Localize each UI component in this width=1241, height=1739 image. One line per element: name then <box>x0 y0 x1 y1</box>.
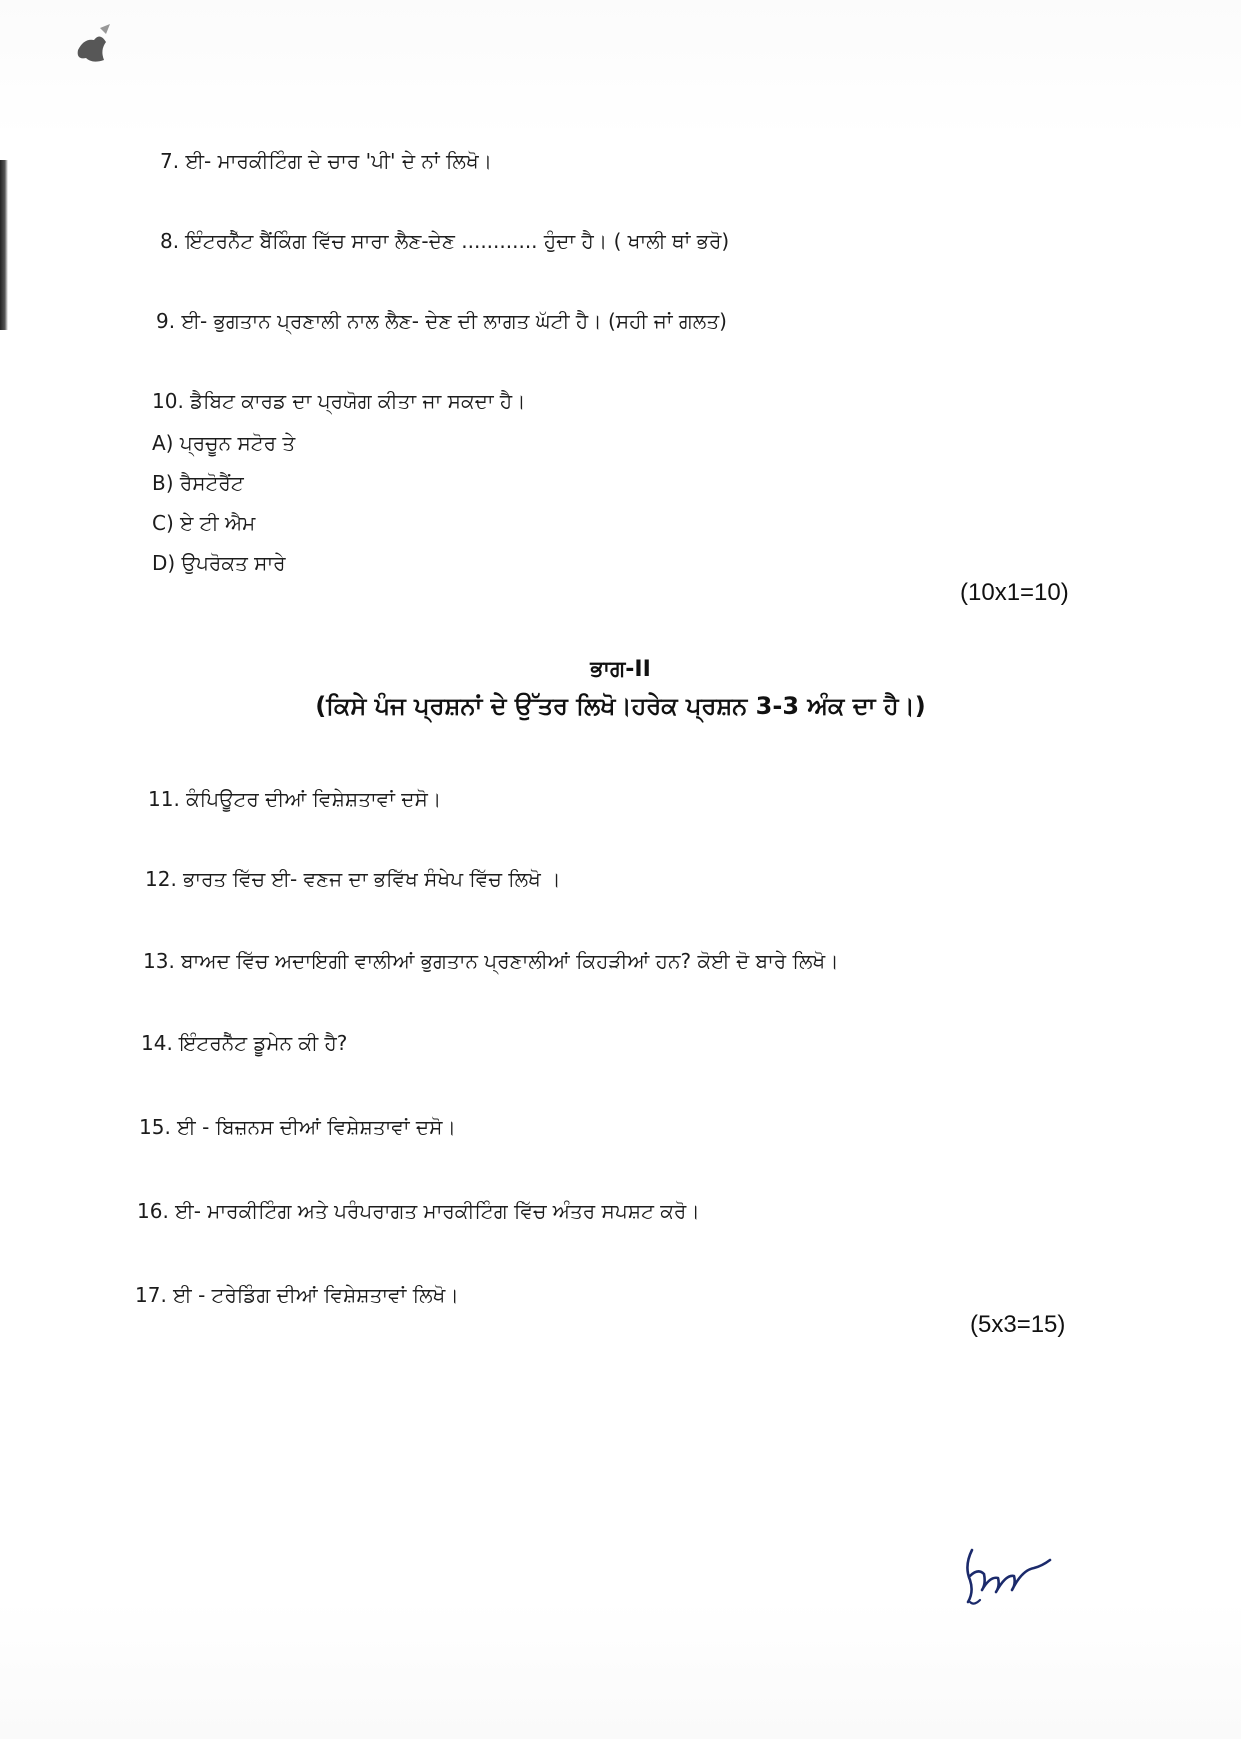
question-9: 9. ਈ- ਭੁਗਤਾਨ ਪ੍ਰਣਾਲੀ ਨਾਲ ਲੈਣ- ਦੇਣ ਦੀ ਲਾਗਤ ਘੱਟੀ ਹੈ। (ਸਹੀ ਜਾਂ ਗਲਤ) <box>156 309 727 333</box>
question-7: 7. ਈ- ਮਾਰਕੀਟਿੰਗ ਦੇ ਚਾਰ 'ਪੀ' ਦੇ ਨਾਂ ਲਿਖੋ। <box>160 149 493 173</box>
question-10-option-b: B) ਰੈਸਟੋਰੈਂਟ <box>152 471 244 495</box>
question-16: 16. ਈ- ਮਾਰਕੀਟਿੰਗ ਅਤੇ ਪਰੰਪਰਾਗਤ ਮਾਰਕੀਟਿੰਗ ਵਿੱਚ ਅੰਤਰ ਸਪਸ਼ਟ ਕਰੋ। <box>137 1199 700 1223</box>
torn-corner-mark <box>70 20 120 80</box>
question-12: 12. ਭਾਰਤ ਵਿੱਚ ਈ- ਵਣਜ ਦਾ ਭਵਿੱਖ ਸੰਖੇਪ ਵਿੱਚ ਲਿਖੋ । <box>145 867 561 891</box>
question-10: 10. ਡੈਬਿਟ ਕਾਰਡ ਦਾ ਪ੍ਰਯੋਗ ਕੀਤਾ ਜਾ ਸਕਦਾ ਹੈ। <box>152 389 526 413</box>
question-8: 8. ਇੰਟਰਨੈੱਟ ਬੈਂਕਿੰਗ ਵਿੱਚ ਸਾਰਾ ਲੈਣ-ਦੇਣ ............ ਹੁੰਦਾ ਹੈ। ( ਖਾਲੀ ਥਾਂ ਭਰੋ) <box>160 229 730 253</box>
scan-edge-shadow <box>0 160 8 330</box>
question-14: 14. ਇੰਟਰਨੈੱਟ ਡੂਮੇਨ ਕੀ ਹੈ? <box>141 1031 348 1055</box>
question-11: 11. ਕੰਪਿਊਟਰ ਦੀਆਂ ਵਿਸ਼ੇਸ਼ਤਾਵਾਂ ਦਸੋ। <box>148 787 442 811</box>
handwritten-signature <box>950 1530 1060 1610</box>
question-10-option-d: D) ਉਪਰੋਕਤ ਸਾਰੇ <box>152 551 286 575</box>
section-2-title: ਭਾਗ-II <box>590 657 651 682</box>
section-2-instruction: (ਕਿਸੇ ਪੰਜ ਪ੍ਰਸ਼ਨਾਂ ਦੇ ਉੱਤਰ ਲਿਖੋ।ਹਰੇਕ ਪ੍ਰਸ਼ਨ 3-3 ਅੰਕ ਦਾ ਹੈ।) <box>315 692 926 720</box>
question-13: 13. ਬਾਅਦ ਵਿੱਚ ਅਦਾਇਗੀ ਵਾਲੀਆਂ ਭੁਗਤਾਨ ਪ੍ਰਣਾਲੀਆਂ ਕਿਹੜੀਆਂ ਹਨ? ਕੋਈ ਦੋ ਬਾਰੇ ਲਿਖੋ। <box>143 949 839 973</box>
question-15: 15. ਈ - ਬਿਜ਼ਨਸ ਦੀਆਂ ਵਿਸ਼ੇਸ਼ਤਾਵਾਂ ਦਸੋ। <box>139 1115 456 1139</box>
question-17: 17. ਈ - ਟਰੇਡਿੰਗ ਦੀਆਂ ਵਿਸ਼ੇਸ਼ਤਾਵਾਂ ਲਿਖੋ। <box>135 1283 459 1307</box>
question-10-option-c: C) ਏ ਟੀ ਐਮ <box>152 511 256 535</box>
question-10-option-a: A) ਪ੍ਰਚੂਨ ਸਟੋਰ ਤੇ <box>152 431 296 455</box>
marks-part-2: (5x3=15) <box>970 1311 1066 1338</box>
marks-part-1: (10x1=10) <box>960 579 1069 606</box>
